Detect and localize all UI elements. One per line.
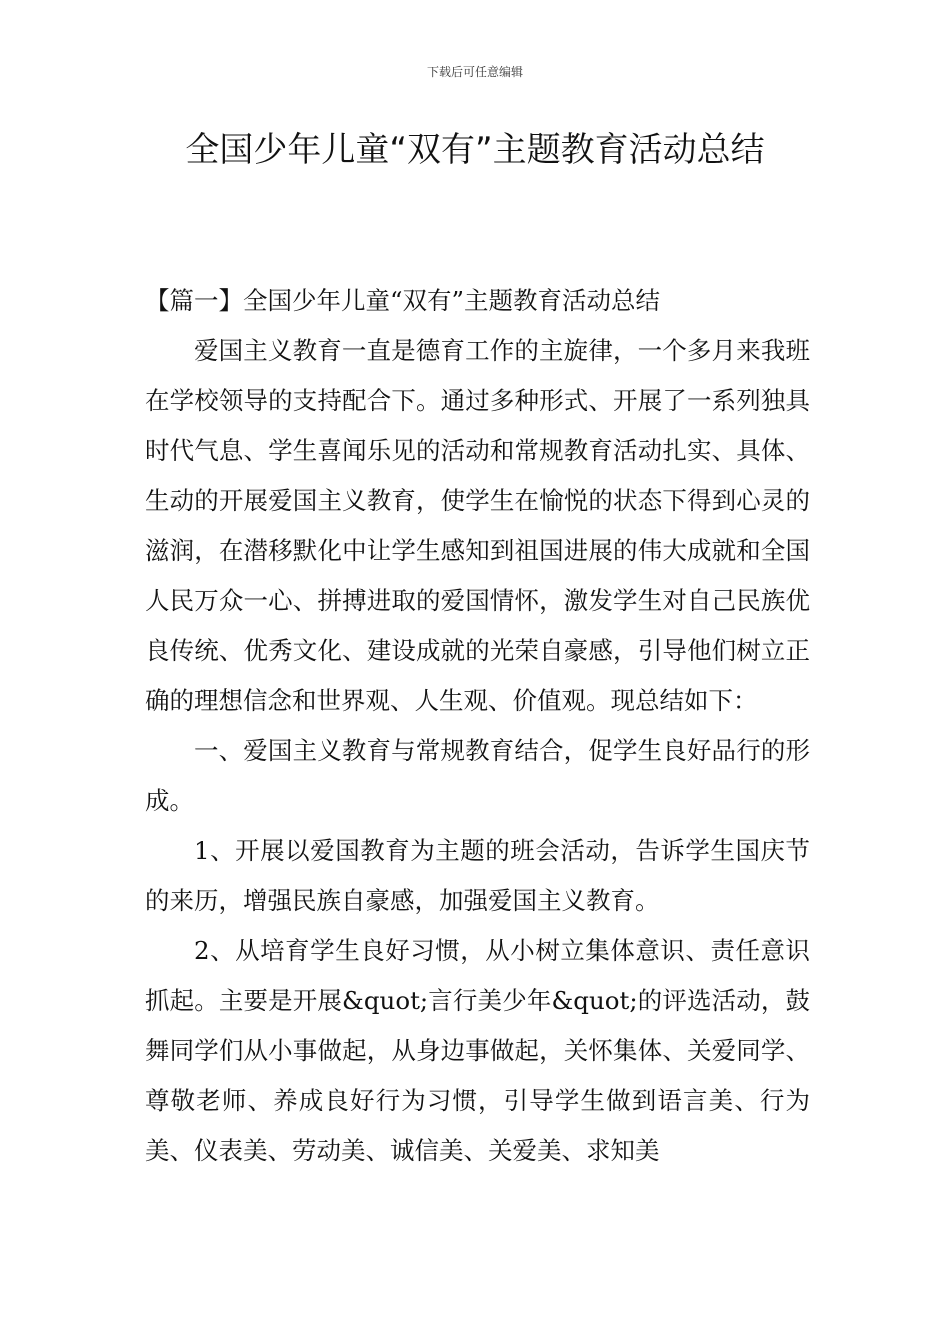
document-body bbox=[145, 276, 810, 1176]
body-paragraph-intro: 爱国主义教育一直是德育工作的主旋律，一个多月来我班在学校领导的支持配合下。通过多种形式、开展了一系列独具时代气息、学生喜闻乐见的活动和常规教育活动扎实、具体、生动的开展爱国主义教育，使学生在愉悦的状态下得到心灵的滋润，在潜移默化中让学生感知到祖国进展的伟大成就和全国人民万众一心、拼搏进取的爱国情怀，激发学生对自己民族优良传统、优秀文化、建设成就的光荣自豪感，引导他们树立正确的理想信念和世界观、人生观、价值观。现总结如下： bbox=[145, 336, 810, 715]
section-heading: 【篇一】全国少年儿童“双有”主题教育活动总结 bbox=[145, 286, 661, 315]
header-note: 下载后可任意编辑 bbox=[426, 65, 523, 79]
body-paragraph-item-1: 1、开展以爱国教育为主题的班会活动，告诉学生国庆节的来历，增强民族自豪感，加强爱国主义教育。 bbox=[145, 836, 810, 915]
document-title: 全国少年儿童“双有”主题教育活动总结 bbox=[185, 130, 765, 170]
body-paragraph-point-one: 一、爱国主义教育与常规教育结合，促学生良好品行的形成。 bbox=[145, 736, 810, 815]
body-paragraph-item-2: 2、从培育学生良好习惯，从小树立集体意识、责任意识抓起。主要是开展&quot;言行美少年&quot;的评选活动，鼓舞同学们从小事做起，从身边事做起，关怀集体、关爱同学、尊敬老师、养成良好行为习惯，引导学生做到语言美、行为美、仪表美、劳动美、诚信美、关爱美、求知美 bbox=[145, 936, 810, 1165]
